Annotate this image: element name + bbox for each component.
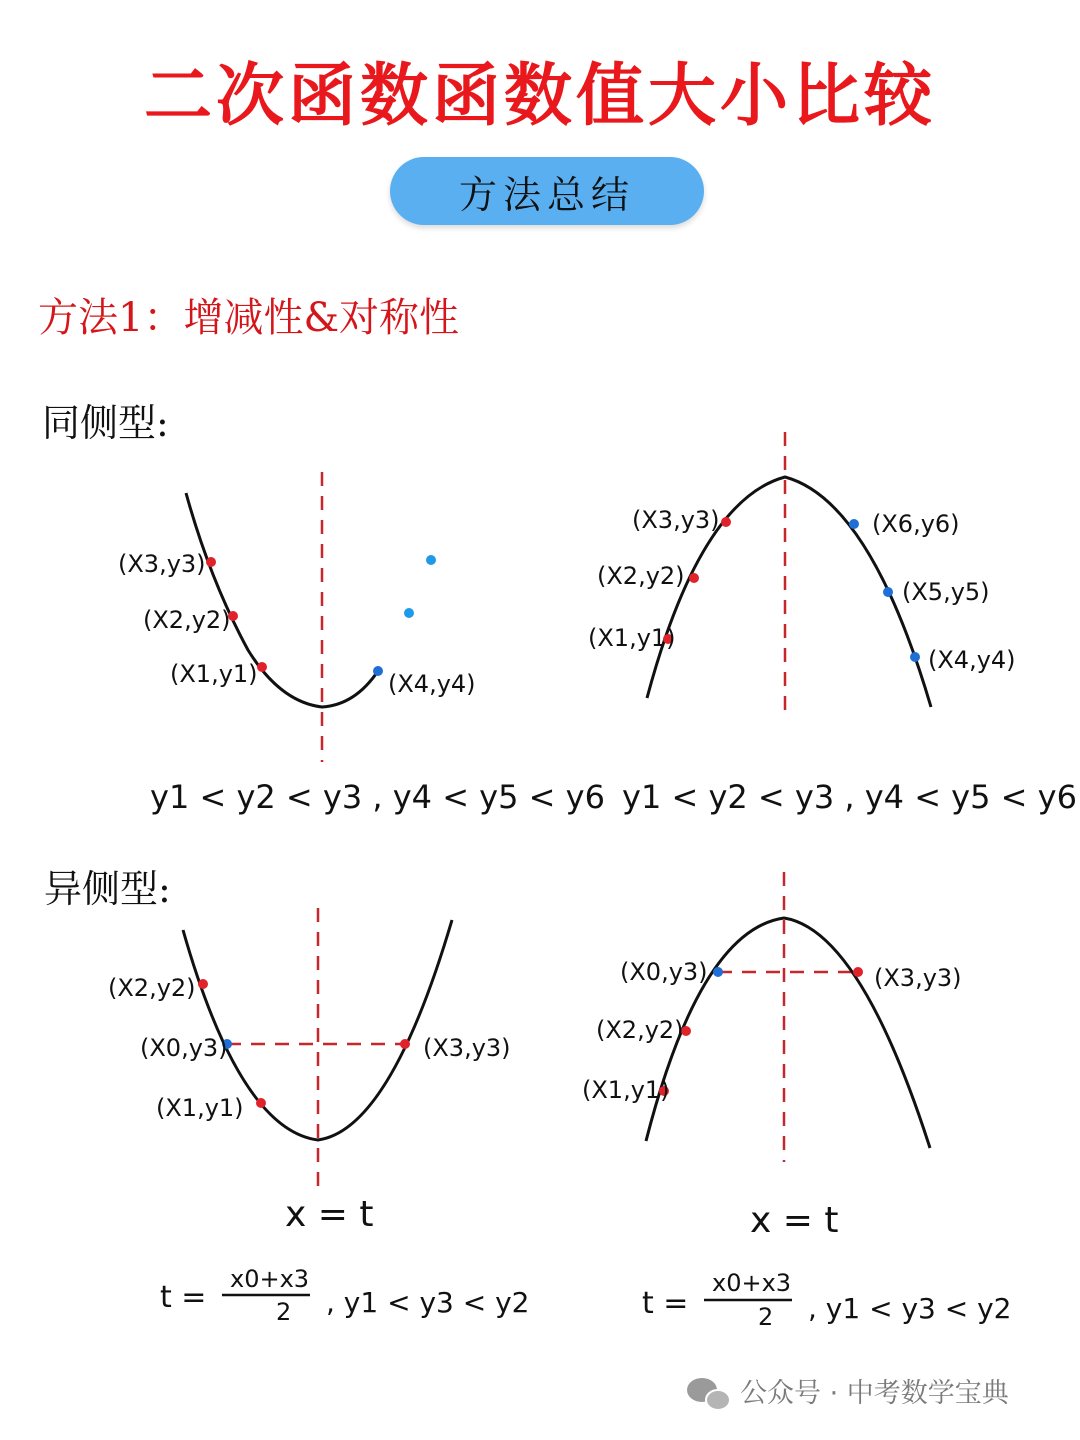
- label-x2y2: (X2,y2): [597, 562, 685, 590]
- opposite-side-right-graph: [582, 872, 1011, 1331]
- formula-prefix: t =: [160, 1280, 207, 1315]
- label-x4y4: (X4,y4): [928, 646, 1016, 674]
- point-x5y5: [883, 587, 893, 597]
- label-x3y3: (X3,y3): [874, 964, 962, 992]
- formula-denominator: 2: [276, 1298, 292, 1326]
- label-x2y2: (X2,y2): [143, 606, 231, 634]
- method-heading: 方法1：增减性&对称性: [38, 295, 460, 341]
- point-x1y1: [257, 662, 267, 672]
- point-x2y2: [689, 573, 699, 583]
- axis-label: x = t: [750, 1200, 839, 1241]
- formula-result: , y1 < y3 < y2: [808, 1292, 1012, 1325]
- label-x4y4: (X4,y4): [388, 670, 476, 698]
- label-x1y1: (X1,y1): [588, 624, 676, 652]
- formula-denominator: 2: [758, 1303, 774, 1331]
- label-x1y1: (X1,y1): [156, 1094, 244, 1122]
- label-x0y3: (X0,y3): [140, 1034, 228, 1062]
- formula-result: , y1 < y3 < y2: [326, 1286, 530, 1319]
- page-title: 二次函数函数值大小比较: [143, 57, 936, 136]
- point-x0y3: [713, 967, 723, 977]
- label-x0y3: (X0,y3): [620, 958, 708, 986]
- inequality-left: y1 < y2 < y3 , y4 < y5 < y6: [150, 778, 605, 816]
- formula-prefix: t =: [642, 1286, 689, 1321]
- label-x2y2: (X2,y2): [596, 1016, 684, 1044]
- same-side-left-graph: [118, 472, 605, 816]
- point-x4y4: [373, 666, 383, 676]
- summary-pill: 方法总结: [390, 157, 704, 225]
- inequality-right: y1 < y2 < y3 , y4 < y5 < y6: [622, 778, 1077, 816]
- label-x5y5: (X5,y5): [902, 578, 990, 606]
- point-x4y4: [910, 652, 920, 662]
- wechat-icon: [687, 1378, 730, 1410]
- label-x1y1: (X1,y1): [582, 1076, 670, 1104]
- axis-label: x = t: [285, 1194, 374, 1235]
- footer-text: 公众号 · 中考数学宝典: [740, 1378, 1009, 1409]
- label-x1y1: (X1,y1): [170, 660, 258, 688]
- label-x3y3: (X3,y3): [632, 506, 720, 534]
- same-side-right-graph: [588, 432, 1077, 816]
- stray-dot: [404, 608, 414, 618]
- same-side-heading: 同侧型:: [42, 401, 169, 445]
- label-x3y3: (X3,y3): [423, 1034, 511, 1062]
- point-x2y2: [198, 979, 208, 989]
- opposite-side-left-graph: [108, 908, 529, 1326]
- formula-numerator: x0+x3: [712, 1269, 792, 1297]
- point-x1y1: [256, 1098, 266, 1108]
- point-x3y3: [853, 967, 863, 977]
- point-x3y3: [721, 517, 731, 527]
- label-x6y6: (X6,y6): [872, 510, 960, 538]
- point-x3y3: [206, 557, 216, 567]
- stray-dot: [426, 555, 436, 565]
- label-x3y3: (X3,y3): [118, 550, 206, 578]
- footer-watermark: [687, 1378, 1011, 1410]
- label-x2y2: (X2,y2): [108, 974, 196, 1002]
- opposite-side-heading: 异侧型:: [44, 867, 171, 911]
- formula-numerator: x0+x3: [230, 1265, 310, 1293]
- point-x6y6: [849, 519, 859, 529]
- point-x3y3: [400, 1039, 410, 1049]
